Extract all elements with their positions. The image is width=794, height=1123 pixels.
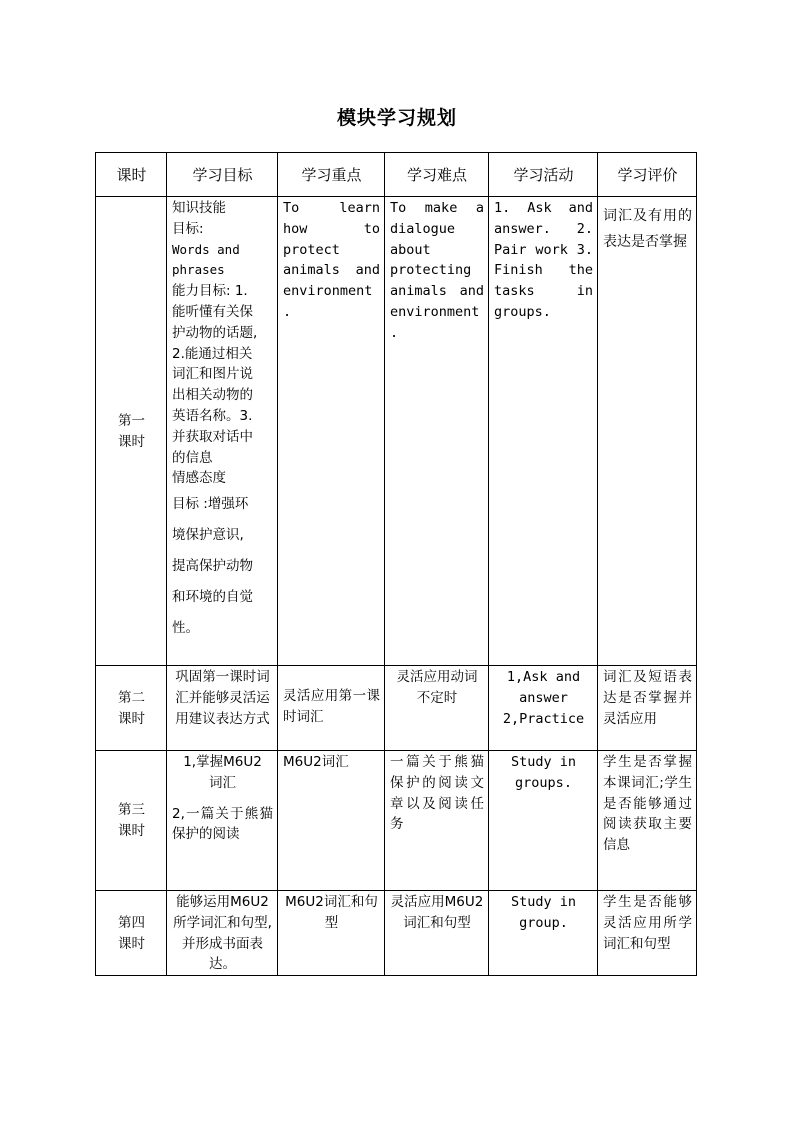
activity-text: 1,Ask and (506, 669, 581, 685)
lesson-label: 第三课时 (118, 802, 145, 839)
table-row (96, 751, 697, 891)
header-focus: 学习重点 (278, 153, 385, 197)
lesson-cell (96, 751, 167, 891)
activity-text: 2,Practice (502, 710, 585, 727)
difficulty-cell: 一篇关于熊猫保护的阅读文章以及阅读任务 (385, 751, 489, 891)
focus-cell: 灵活应用第一课时词汇 (278, 666, 385, 751)
goal-text: 性。 (172, 620, 199, 637)
lesson-cell (96, 666, 167, 751)
goal-text: 能力目标: 1. (172, 283, 248, 300)
goal-text: 词汇和图片说 (172, 366, 253, 383)
table-row (96, 197, 697, 666)
header-lesson: 课时 (96, 153, 167, 197)
activity-cell: Study in groups. (489, 751, 598, 891)
focus-cell: To learn how to protect animals and environment. (278, 197, 385, 666)
difficulty-cell: 灵活应用M6U2词汇和句型 (385, 891, 489, 976)
lesson-cell (96, 891, 167, 976)
evaluation-cell: 词汇及有用的表达是否掌握 (598, 197, 697, 666)
evaluation-cell: 学生是否能够灵活应用所学词汇和句型 (598, 891, 697, 976)
activity-text: answer (519, 689, 568, 706)
header-activity: 学习活动 (489, 153, 598, 197)
goal-text: phrases (172, 262, 225, 278)
goal-text: 护动物的话题, (172, 324, 258, 341)
goal-text: 情感态度 (172, 470, 226, 487)
goal-cell (167, 751, 278, 891)
goal-text: 1,掌握M6U2 (183, 754, 262, 770)
goal-text: 并获取对话中 (172, 428, 253, 445)
activity-cell: 1. Ask and answer. 2. Pair work 3. Finish the tasks in groups. (489, 197, 598, 666)
table-row (96, 891, 697, 976)
difficulty-cell: 灵活应用动词不定时 (385, 666, 489, 751)
goal-text: 提高保护动物 (172, 558, 253, 575)
goal-text: Words and (172, 241, 240, 257)
evaluation-cell: 词汇及短语表达是否掌握并灵活应用 (598, 666, 697, 751)
goal-text: 目标 :增强环 (172, 496, 249, 513)
lesson-label: 第四课时 (118, 914, 145, 952)
header-evaluation: 学习评价 (598, 153, 697, 197)
lesson-label: 第一课时 (118, 412, 145, 450)
lesson-label: 第二课时 (118, 689, 145, 727)
goal-cell: 能够运用M6U2所学词汇和句型,并形成书面表达。 (167, 891, 278, 976)
focus-cell: M6U2词汇和句型 (278, 891, 385, 976)
goal-text: 2.能通过相关 (172, 345, 253, 362)
goal-cell (167, 197, 278, 666)
goal-text: 目标: (172, 220, 204, 237)
activity-cell: Study in group. (489, 891, 598, 976)
goal-text: 境保护意识, (172, 527, 244, 544)
study-plan-table (95, 152, 697, 976)
difficulty-cell: To make a dialogue about protecting animals and environment. (385, 197, 489, 666)
goal-text: 出相关动物的 (172, 387, 253, 404)
header-difficulty: 学习难点 (385, 153, 489, 197)
goal-text: 词汇 (209, 774, 236, 791)
focus-cell: M6U2词汇 (278, 751, 385, 891)
table-header-row (96, 153, 697, 197)
lesson-cell (96, 197, 167, 666)
goal-text: 的信息 (172, 449, 213, 466)
header-goal: 学习目标 (167, 153, 278, 197)
goal-text: 能听懂有关保 (172, 303, 253, 320)
activity-cell (489, 666, 598, 751)
goal-text: 知识技能 (172, 200, 226, 216)
goal-cell: 巩固第一课时词汇并能够灵活运用建议表达方式 (167, 666, 278, 751)
page-title: 模块学习规划 (336, 107, 457, 129)
goal-text: 和环境的自觉 (172, 589, 253, 606)
evaluation-cell: 学生是否掌握本课词汇;学生是否能够通过阅读获取主要信息 (598, 751, 697, 891)
table-row (96, 666, 697, 751)
goal-text: 2,一篇关于熊猫保护的阅读 (172, 805, 273, 843)
goal-text: 英语名称。3. (172, 407, 253, 424)
